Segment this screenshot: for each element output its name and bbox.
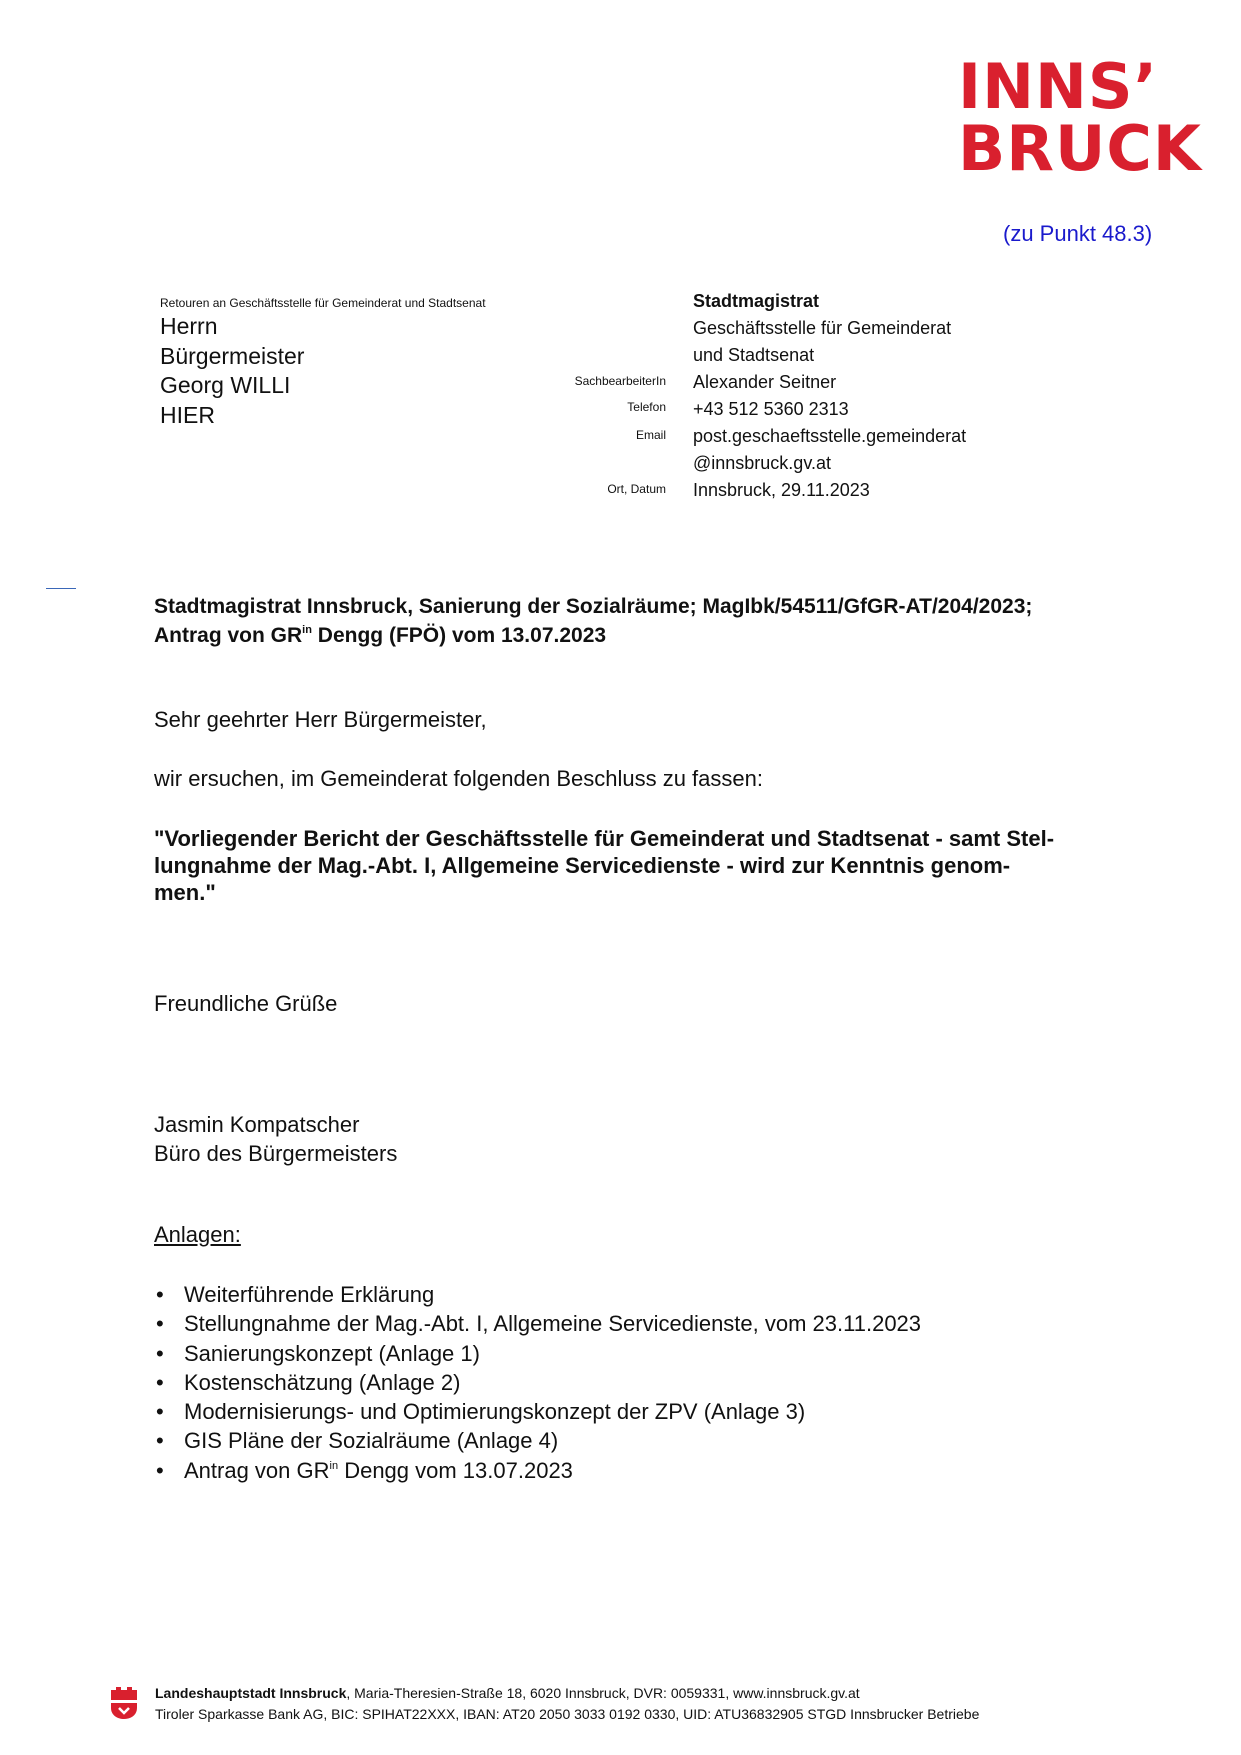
clerk-label: SachbearbeiterIn bbox=[574, 374, 666, 388]
attachments-title: Anlagen: bbox=[154, 1222, 241, 1247]
recipient-line: Herrn bbox=[160, 313, 218, 339]
subject-text: Dengg (FPÖ) vom 13.07.2023 bbox=[311, 624, 607, 647]
sender-clerk: Alexander Seitner bbox=[693, 372, 837, 392]
list-item: • GIS Pläne der Sozialräume (Anlage 4) bbox=[154, 1426, 921, 1455]
list-item bbox=[154, 1456, 921, 1485]
footer-city-name: Landeshauptstadt Innsbruck bbox=[155, 1685, 347, 1701]
logo-line-1: INNS’ bbox=[958, 50, 1159, 123]
closing: Freundliche Grüße bbox=[154, 991, 338, 1016]
list-item: • Kostenschätzung (Anlage 2) bbox=[154, 1368, 921, 1397]
signature-name: Jasmin Kompatscher bbox=[154, 1112, 360, 1137]
request-text: wir ersuchen, im Gemeinderat folgenden Beschluss zu fassen: bbox=[154, 766, 763, 791]
city-crest-icon bbox=[110, 1686, 138, 1720]
resolution-line: "Vorliegender Bericht der Geschäftsstelle für Gemeinderat und Stadtsenat - samt Stel- bbox=[154, 826, 1055, 851]
subject-text: Antrag von GR bbox=[154, 624, 303, 647]
salutation: Sehr geehrter Herr Bürgermeister, bbox=[154, 707, 487, 732]
sender-block bbox=[693, 288, 966, 504]
footer bbox=[155, 1683, 979, 1725]
list-item: • Weiterführende Erklärung bbox=[154, 1280, 921, 1309]
footer-line-1 bbox=[155, 1683, 979, 1704]
phone-label: Telefon bbox=[627, 400, 666, 414]
return-address-line: Retouren an Geschäftsstelle für Gemeinderat und Stadtsenat bbox=[160, 296, 486, 310]
recipient-address bbox=[160, 312, 304, 430]
list-item: • Sanierungskonzept (Anlage 1) bbox=[154, 1339, 921, 1368]
subject-superscript: in bbox=[302, 624, 312, 636]
sender-dept: und Stadtsenat bbox=[693, 345, 815, 365]
list-item-text: Dengg vom 13.07.2023 bbox=[338, 1457, 573, 1483]
sender-phone: +43 512 5360 2313 bbox=[693, 399, 849, 419]
list-item: • Stellungnahme der Mag.-Abt. I, Allgemeine Servicedienste, vom 23.11.2023 bbox=[154, 1309, 921, 1338]
agenda-reference: (zu Punkt 48.3) bbox=[1003, 221, 1153, 246]
sender-email: post.geschaeftsstelle.gemeinderat bbox=[693, 426, 967, 446]
resolution-line: men." bbox=[154, 880, 216, 905]
list-item: • Modernisierungs- und Optimierungskonzept der ZPV (Anlage 3) bbox=[154, 1397, 921, 1426]
list-item-text: Antrag von GR bbox=[184, 1457, 330, 1483]
subject-line bbox=[154, 592, 1114, 650]
recipient-line: Georg WILLI bbox=[160, 372, 291, 398]
sender-dept: Geschäftsstelle für Gemeinderat bbox=[693, 318, 952, 338]
email-label: Email bbox=[635, 428, 666, 442]
signature-block bbox=[154, 1110, 397, 1168]
sender-office: Stadtmagistrat bbox=[693, 291, 820, 311]
footer-address: , Maria-Theresien-Straße 18, 6020 Innsbruck, DVR: 0059331, www.innsbruck.gv.at bbox=[346, 1685, 860, 1701]
resolution-text bbox=[154, 825, 1134, 906]
recipient-line: HIER bbox=[160, 401, 215, 428]
signature-office: Büro des Bürgermeisters bbox=[154, 1141, 398, 1166]
subject-line-2 bbox=[154, 621, 1114, 650]
place-date-label: Ort, Datum bbox=[607, 482, 666, 496]
logo-line-2: BRUCK bbox=[958, 112, 1202, 185]
sender-place-date: Innsbruck, 29.11.2023 bbox=[693, 480, 870, 500]
innsbruck-logo bbox=[958, 50, 1202, 185]
resolution-line: lungnahme der Mag.-Abt. I, Allgemeine Servicedienste - wird zur Kenntnis genom- bbox=[154, 853, 1011, 878]
sender-email: @innsbruck.gv.at bbox=[693, 453, 831, 473]
recipient-line: Bürgermeister bbox=[160, 342, 305, 369]
list-item-superscript: in bbox=[329, 1459, 339, 1472]
margin-mark bbox=[46, 588, 76, 589]
footer-line-2: Tiroler Sparkasse Bank AG, BIC: SPIHAT22XXX, IBAN: AT20 2050 3033 0192 0330, UID: ATU36832905 STGD Innsbrucker Betriebe bbox=[155, 1706, 980, 1722]
attachments-list bbox=[154, 1280, 921, 1485]
subject-line-1: Stadtmagistrat Innsbruck, Sanierung der Sozialräume; MagIbk/54511/GfGR-AT/204/2023; bbox=[154, 595, 1033, 618]
